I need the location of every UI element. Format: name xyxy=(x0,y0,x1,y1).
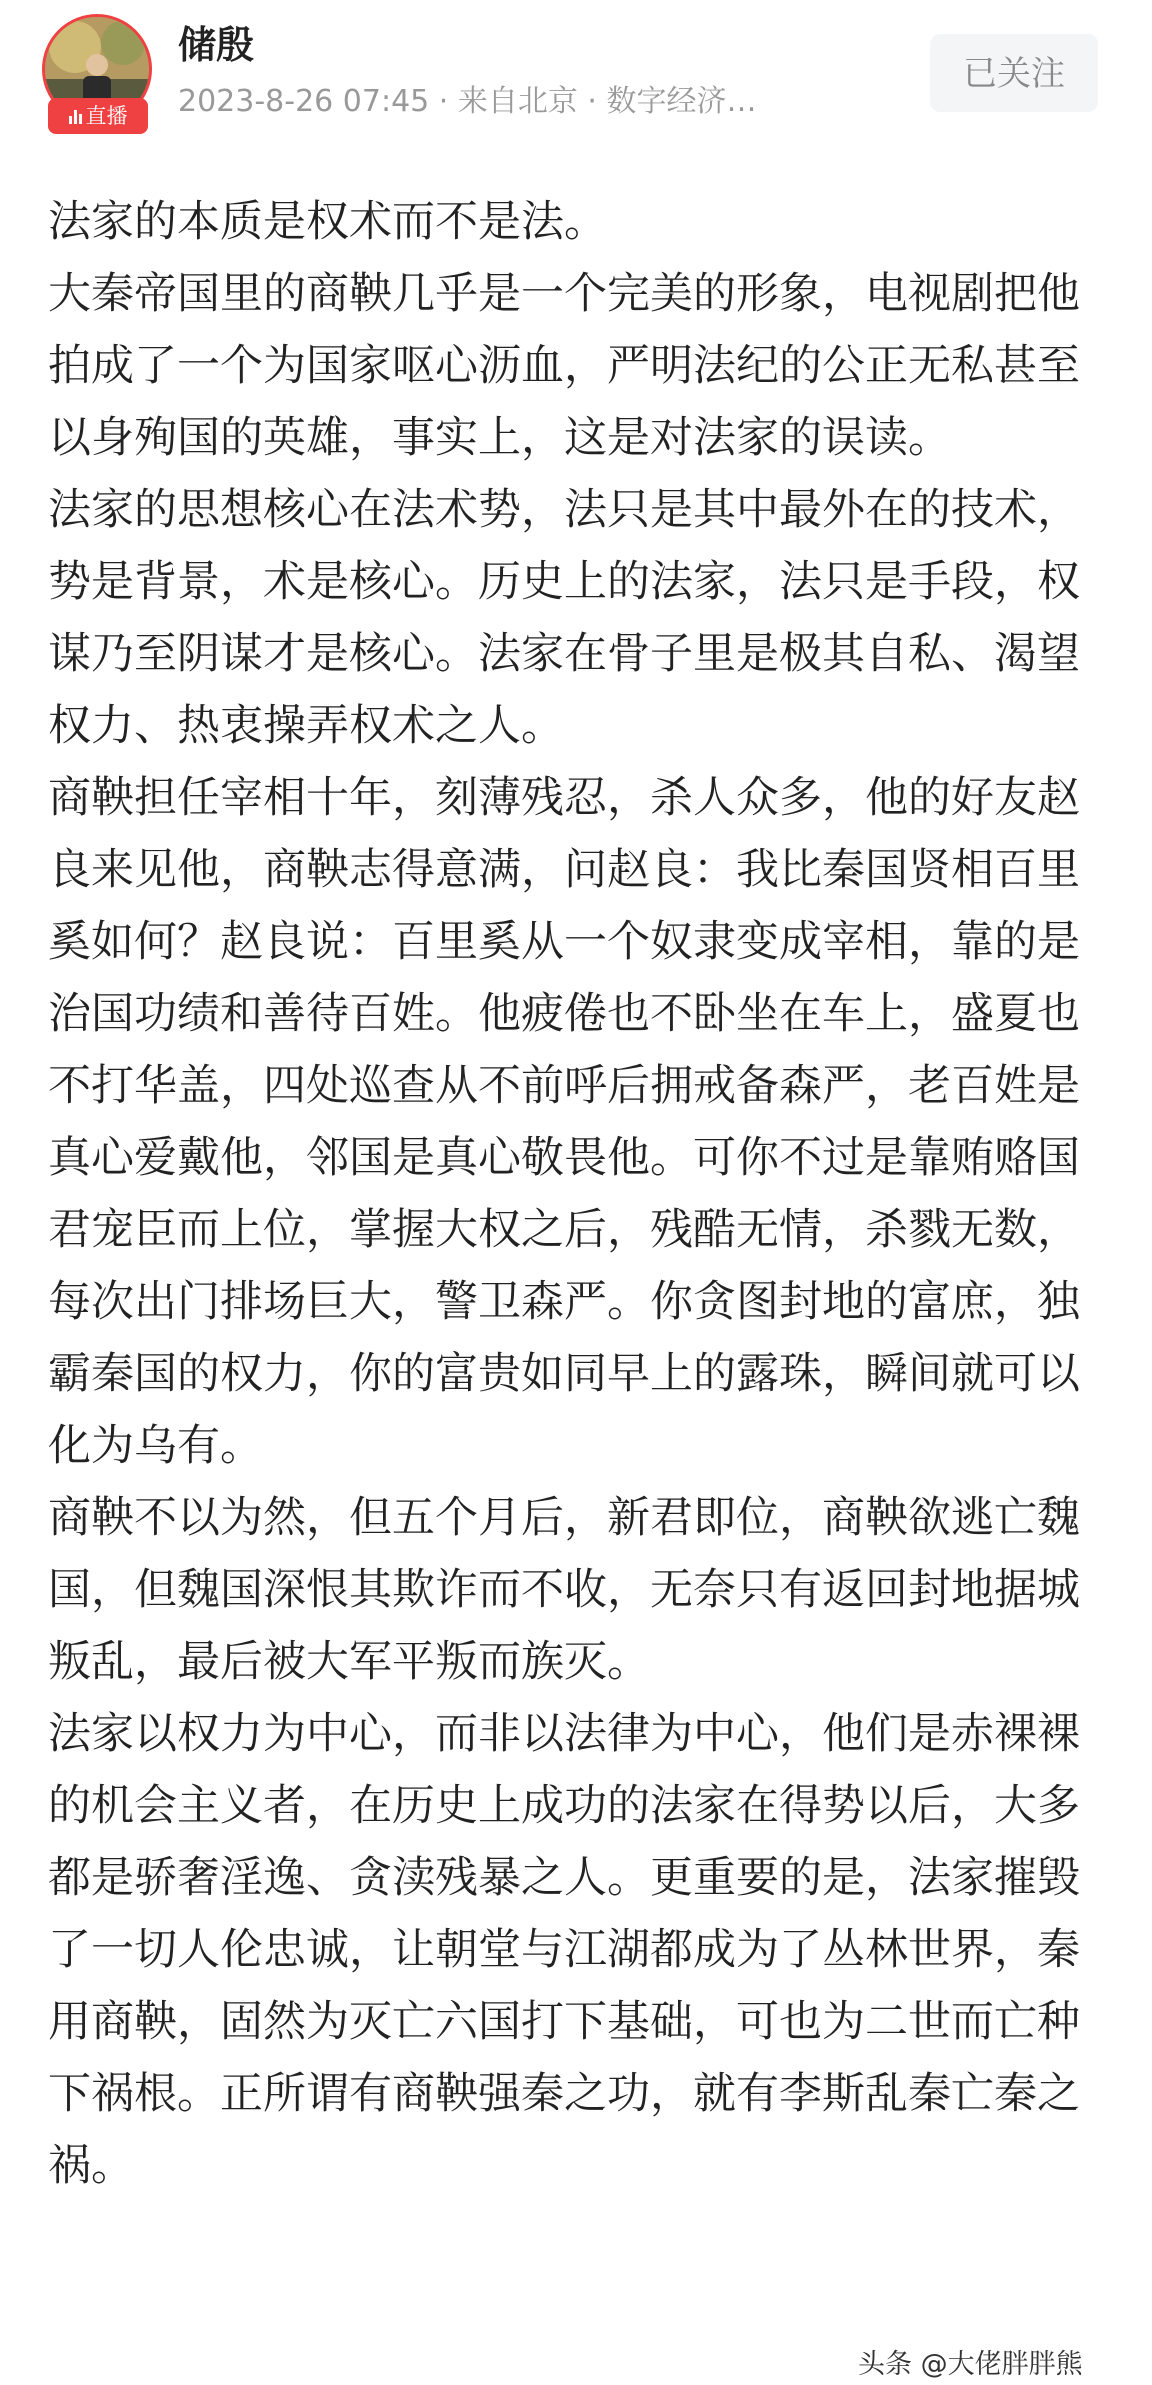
live-badge-label: 直播 xyxy=(85,104,128,128)
watermark: 头条 @大佬胖胖熊 xyxy=(858,2349,1083,2380)
article-paragraph: 商鞅担任宰相十年，刻薄残忍，杀人众多，他的好友赵良来见他，商鞅志得意满，问赵良：我比秦国贤相百里奚如何？赵良说：百里奚从一个奴隶变成宰相，靠的是治国功绩和善待百姓。他疲倦也不卧坐在车上，盛夏也不打华盖，四处巡查从不前呼后拥戒备森严，老百姓是真心爱戴他，邻国是真心敬畏他。可你不过是靠贿赂国君宠臣而上位，掌握大权之后，残酷无情，杀戮无数，每次出门排场巨大，警卫森严。你贪图封地的富庶，独霸秦国的权力，你的富贵如同早上的露珠，瞬间就可以化为乌有。 xyxy=(48,773,1080,1471)
live-icon xyxy=(69,108,82,124)
follow-button[interactable]: 已关注 xyxy=(930,34,1098,112)
article-body xyxy=(48,186,1108,2202)
live-badge[interactable] xyxy=(48,98,148,134)
article-paragraph: 法家的思想核心在法术势，法只是其中最外在的技术，势是背景，术是核心。历史上的法家，法只是手段，权谋乃至阴谋才是核心。法家在骨子里是极其自私、渴望权力、热衷操弄权术之人。 xyxy=(48,485,1080,751)
article-paragraph: 商鞅不以为然，但五个月后，新君即位，商鞅欲逃亡魏国，但魏国深恨其欺诈而不收，无奈只有返回封地据城叛乱，最后被大军平叛而族灭。 xyxy=(48,1493,1080,1687)
article-paragraph: 法家以权力为中心，而非以法律为中心，他们是赤裸裸的机会主义者，在历史上成功的法家在得势以后，大多都是骄奢淫逸、贪渎残暴之人。更重要的是，法家摧毁了一切人伦忠诚，让朝堂与江湖都成为了丛林世界，秦用商鞅，固然为灭亡六国打下基础，可也为二世而亡种下祸根。正所谓有商鞅强秦之功，就有李斯乱秦亡秦之祸。 xyxy=(48,1709,1080,2191)
article-paragraph: 法家的本质是权术而不是法。 xyxy=(48,197,607,247)
avatar-container[interactable] xyxy=(42,14,152,128)
article-paragraph: 大秦帝国里的商鞅几乎是一个完美的形象，电视剧把他拍成了一个为国家呕心沥血，严明法纪的公正无私甚至以身殉国的英雄，事实上，这是对法家的误读。 xyxy=(48,269,1080,463)
post-header xyxy=(0,0,1152,150)
post-meta: 2023-8-26 07:45 · 来自北京 · 数字经济… xyxy=(178,84,757,119)
author-name[interactable]: 储殷 xyxy=(178,23,255,67)
